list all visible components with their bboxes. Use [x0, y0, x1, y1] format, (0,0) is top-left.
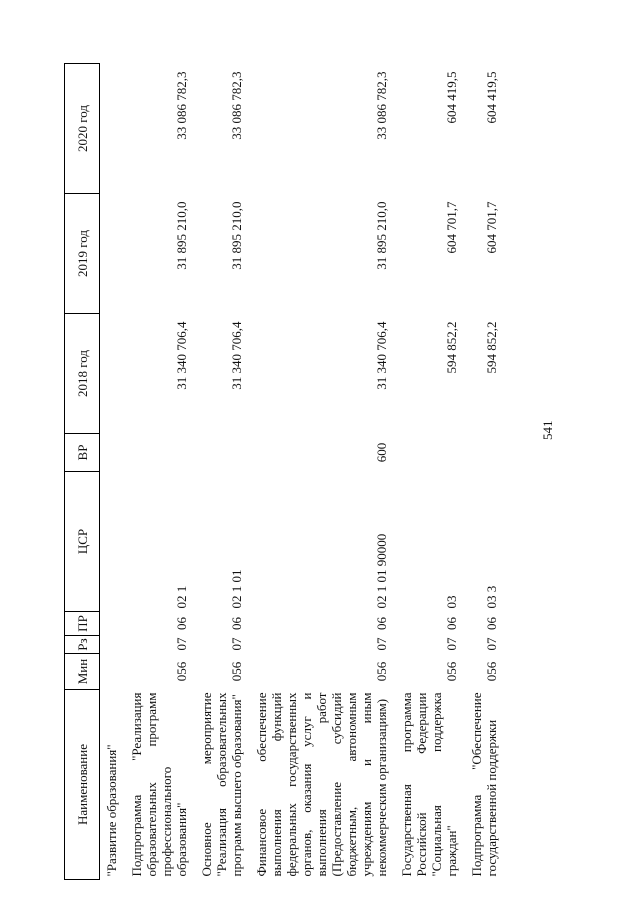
row-2018: 31 340 706,4 [229, 321, 244, 390]
row-min: 056 [174, 661, 189, 682]
row-pr: 06 [174, 617, 189, 630]
row-2018: 31 340 706,4 [374, 321, 389, 390]
header-vr: ВР [65, 434, 100, 472]
row-vr [119, 434, 189, 472]
row-2019: 604 701,7 [484, 201, 499, 254]
row-2018 [100, 314, 120, 434]
row-2019: 31 895 210,0 [174, 201, 189, 270]
header-name: Наименование [65, 690, 100, 880]
row-2020: 33 086 782,3 [174, 71, 189, 140]
header-2020: 2020 год [65, 64, 100, 194]
page-number: 541 [540, 420, 555, 440]
row-min: 056 [229, 661, 244, 682]
row-pr: 06 [374, 617, 389, 630]
row-2019 [100, 194, 120, 314]
row-2019: 604 701,7 [444, 201, 459, 254]
row-name: "Развитие образования" [104, 744, 119, 877]
row-rz: 07 [229, 637, 244, 651]
row-name: Основное мероприятие "Реализация образовательных программ высшего образования" [199, 692, 244, 877]
row-csr: 03 3 [484, 585, 499, 609]
row-min [100, 654, 120, 690]
row-rz: 07 [174, 637, 189, 651]
row-csr: 02 1 01 [229, 569, 244, 609]
header-min: Мин [65, 654, 100, 690]
table-row [459, 64, 499, 880]
table-row [119, 64, 189, 880]
row-name: Государственная программа Российской Федерации "Социальная поддержка граждан" [399, 692, 459, 877]
budget-table [64, 63, 499, 880]
row-2019: 31 895 210,0 [229, 201, 244, 270]
header-2018: 2018 год [65, 314, 100, 434]
row-pr: 06 [229, 617, 244, 630]
row-min: 056 [444, 661, 459, 682]
row-vr [100, 434, 120, 472]
row-rz: 07 [484, 637, 499, 651]
row-2020: 604 419,5 [484, 71, 499, 124]
header-pr: ПР [65, 612, 100, 636]
row-csr: 03 [444, 595, 459, 609]
header-rz: Рз [65, 636, 100, 654]
row-rz: 07 [374, 637, 389, 651]
row-vr: 600 [374, 442, 389, 463]
row-pr: 06 [484, 617, 499, 630]
row-name: Подпрограмма "Обеспечение государственной поддержки [469, 692, 499, 877]
table-row [189, 64, 244, 880]
row-csr: 02 1 01 90000 [374, 533, 389, 609]
row-2018: 594 852,2 [484, 321, 499, 374]
row-min: 056 [374, 661, 389, 682]
budget-table-sheet [64, 64, 584, 880]
row-pr [100, 612, 120, 636]
row-2020: 33 086 782,3 [229, 71, 244, 140]
row-2018: 31 340 706,4 [174, 321, 189, 390]
row-vr [389, 434, 459, 472]
row-2019: 31 895 210,0 [374, 201, 389, 270]
row-csr [100, 472, 120, 612]
row-rz [100, 636, 120, 654]
row-name: Подпрограмма "Реализация образовательных программ профессионального образования" [129, 692, 189, 877]
row-2020: 33 086 782,3 [374, 71, 389, 140]
row-2020: 604 419,5 [444, 71, 459, 124]
row-min: 056 [484, 661, 499, 682]
header-csr: ЦСР [65, 472, 100, 612]
row-vr [189, 434, 244, 472]
table-header-row [65, 64, 100, 880]
row-csr: 02 1 [174, 585, 189, 609]
row-2020 [100, 64, 120, 194]
table-row [100, 64, 120, 880]
table-row [244, 64, 389, 880]
header-2019: 2019 год [65, 194, 100, 314]
row-name: Финансовое обеспечение выполнения функций федеральных государственных органов, оказания услуг и выполнения работ (Предоставление субсидий бюджетным, автономным учреждениям и иным некоммерческим организациям) [254, 692, 389, 877]
row-vr [459, 434, 499, 472]
row-2018: 594 852,2 [444, 321, 459, 374]
row-rz: 07 [444, 637, 459, 651]
table-row [389, 64, 459, 880]
row-pr: 06 [444, 617, 459, 630]
